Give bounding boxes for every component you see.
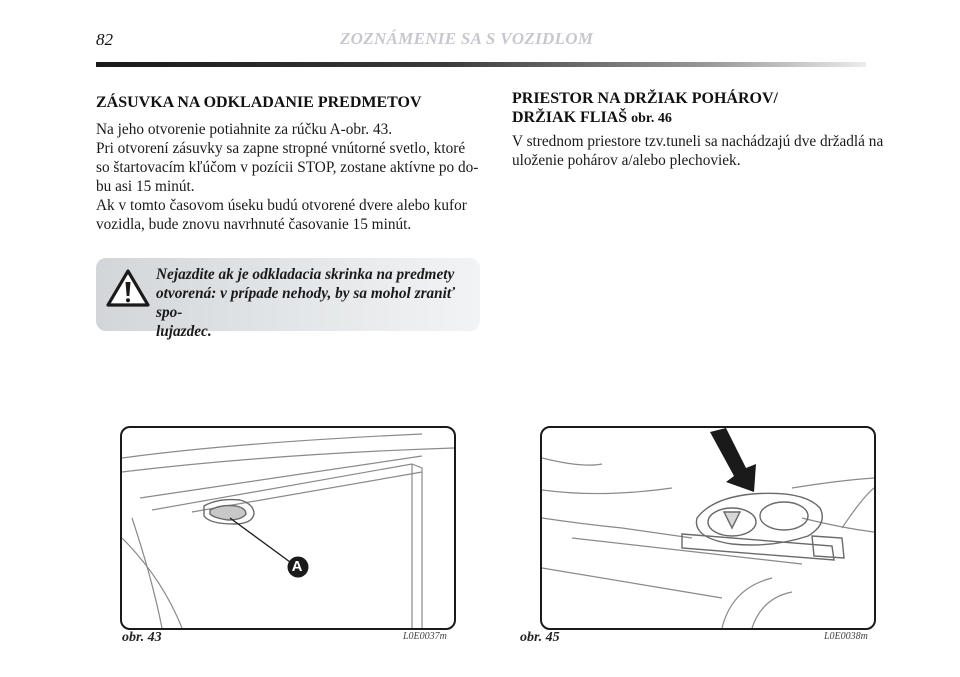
- warning-triangle-icon: [105, 268, 151, 308]
- section-heading-glovebox: ZÁSUVKA NA ODKLADANIE PREDMETOV: [96, 94, 422, 111]
- warning-line: otvorená: v prípade nehody, by sa mohol zraniť spo-: [156, 285, 456, 321]
- warning-line: Nejazdite ak je odkladacia skrinka na predmety: [156, 266, 455, 283]
- text-line: Ak v tomto časovom úseku budú otvorené dvere alebo kufor: [96, 197, 467, 214]
- figure-glovebox: [120, 426, 456, 630]
- figure-code-45: L0E0038m: [824, 631, 868, 642]
- header-rule: [96, 62, 866, 67]
- text-line: V strednom priestore tzv.tuneli sa nachádzajú dve držadlá na: [512, 133, 884, 150]
- figure-label-43: obr. 43: [122, 630, 162, 645]
- cupholder-text: [512, 132, 896, 170]
- arrow-icon: [710, 428, 756, 492]
- text-line: Pri otvorení zásuvky sa zapne stropné vnútorné svetlo, ktoré: [96, 140, 466, 157]
- figure-code-43: L0E0037m: [403, 631, 447, 642]
- page-number: 82: [96, 30, 113, 49]
- warning-text: [156, 265, 468, 341]
- text-line: vozidla, bude znovu navrhnuté časovanie 15 minút.: [96, 216, 412, 233]
- callout-a: A: [291, 558, 303, 575]
- heading-line: [512, 108, 892, 128]
- figure-label-45: obr. 45: [520, 630, 560, 645]
- figure-ref: obr. 46: [631, 111, 672, 126]
- glovebox-illustration: [122, 428, 454, 628]
- figure-cupholder: [540, 426, 876, 630]
- heading-line: PRIESTOR NA DRŽIAK POHÁROV/: [512, 90, 778, 107]
- chapter-title: ZOZNÁMENIE SA S VOZIDLOM: [340, 29, 594, 48]
- text-line: so štartovacím kľúčom v pozícii STOP, zostane aktívne po do-: [96, 159, 479, 176]
- text-line: Na jeho otvorenie potiahnite za rúčku A-obr. 43.: [96, 121, 393, 138]
- text-line: bu asi 15 minút.: [96, 178, 195, 195]
- glovebox-text: [96, 120, 480, 234]
- cupholder-illustration: [542, 428, 874, 628]
- text-line: uloženie pohárov a/alebo plechoviek.: [512, 152, 741, 169]
- heading-text: DRŽIAK FLIAŠ: [512, 109, 628, 126]
- section-heading-cupholder: [512, 89, 892, 128]
- warning-line: lujazdec.: [156, 323, 212, 340]
